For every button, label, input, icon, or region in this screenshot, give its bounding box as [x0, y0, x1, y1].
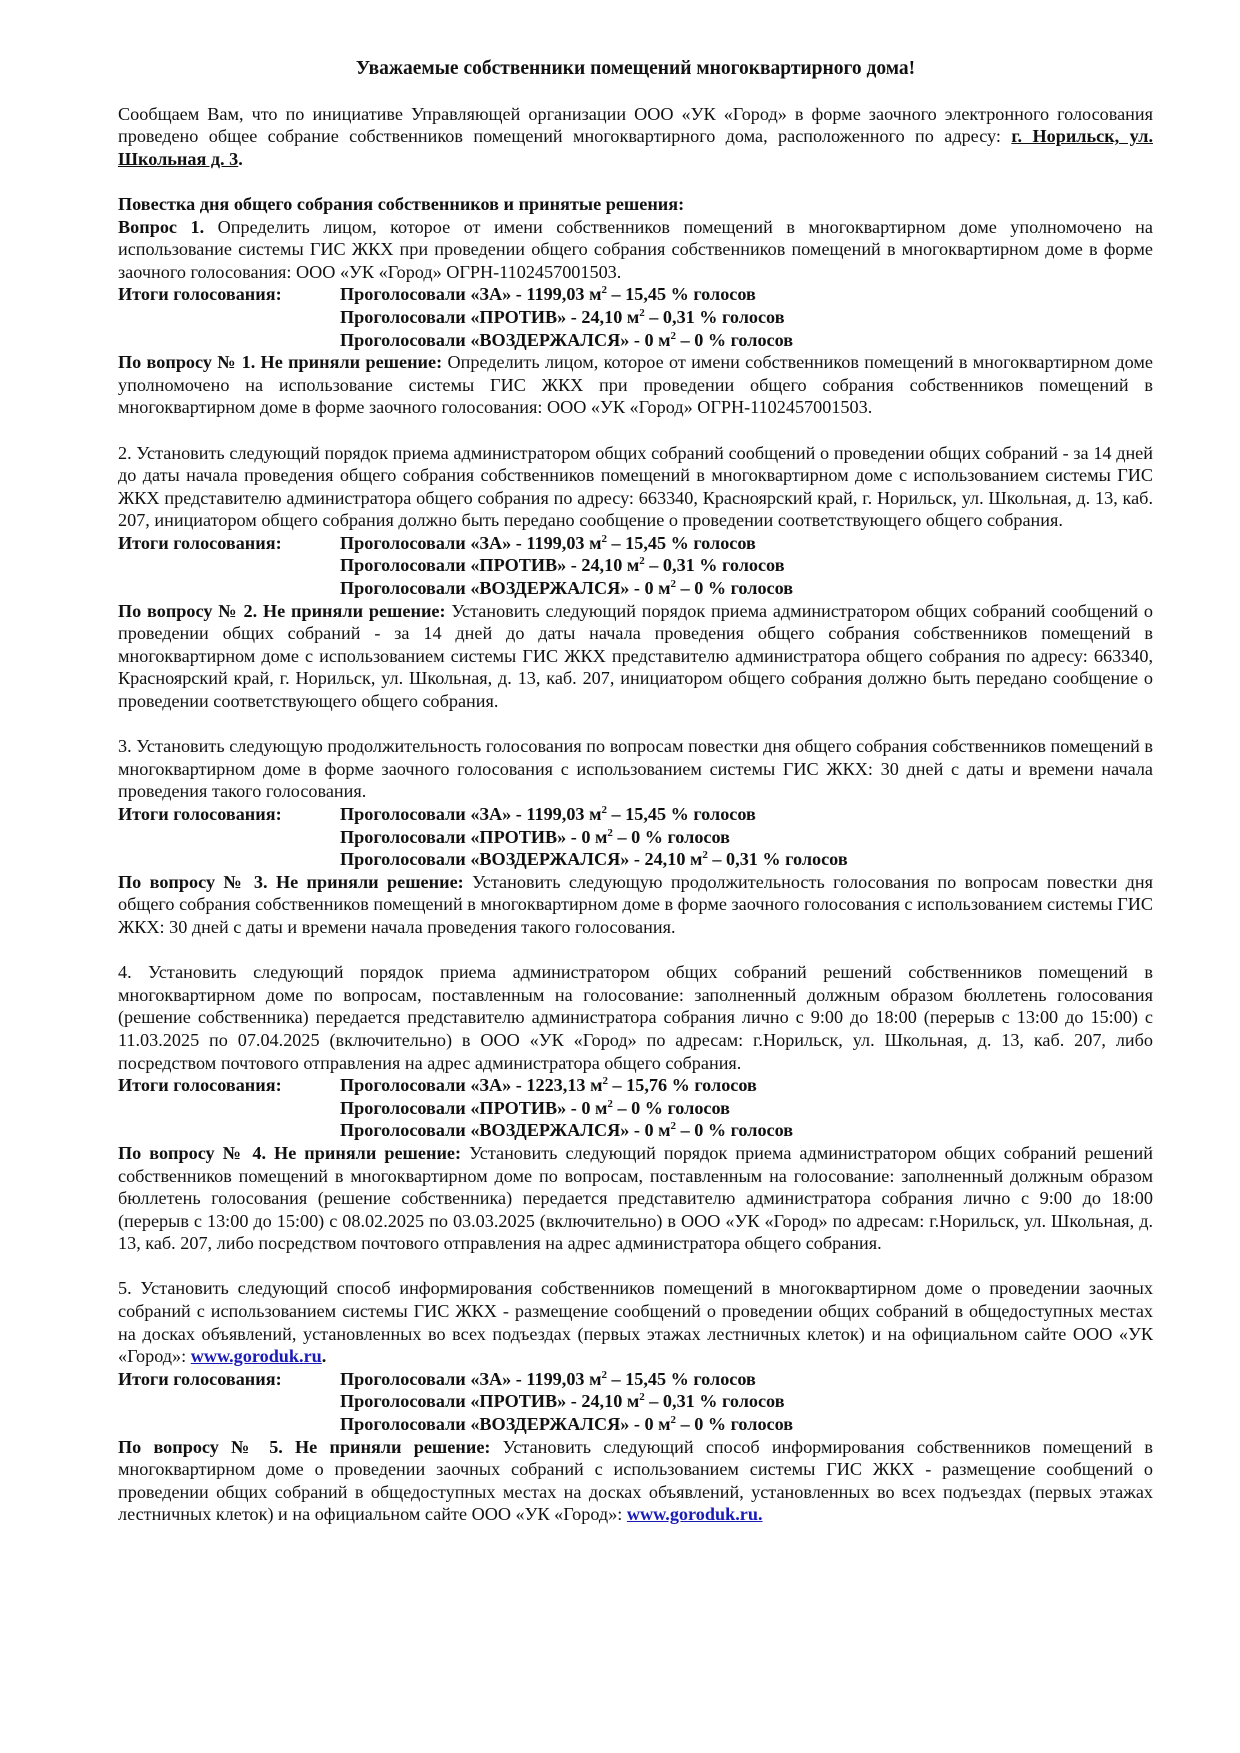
question-4-text: 4. Установить следующий порядок приема администратором общих собраний решений собственников помещений в многоквартирном доме по вопросам, поставленным на голосование: заполненный должным образом бюллетень голосования (решение собственника) передается представителю администратора собрания лично с 9:00 до 18:00 (перерыв с 13:00 до 15:00) с 11.03.2025 по 07.04.2025 (включительно) в ООО «УК «Город» по адресам: г.Норильск, ул. Школьная, д. 13, каб. 207, либо посредством почтового отправления на адрес администратора общего собрания.	[118, 962, 1153, 1073]
decision-text: Установить следующую продолжительность голосования по вопросам повестки дня общего собрания собственников помещений в многоквартирном доме в форме заочного голосования с использованием системы ГИС ЖКХ: 30 дней с даты и времени начала проведения такого голосования.	[118, 871, 1153, 937]
question-3-decision	[118, 871, 1153, 939]
question-5-decision	[118, 1436, 1153, 1526]
question-4-decision	[118, 1142, 1153, 1255]
question-1-decision	[118, 351, 1153, 419]
result-against: Проголосовали «ПРОТИВ» - 0 $м^2 - 0$ % голосов	[340, 1097, 730, 1118]
result-for: Итоги голосования: Проголосовали «ЗА» - 1199,03 $м^2 - 15,45$ % голосов	[118, 803, 756, 824]
results-label: Итоги голосования:	[118, 804, 282, 824]
question-5-body: 5. Установить следующий способ информирования собственников помещений в многоквартирном доме о проведении заочных собраний с использованием системы ГИС ЖКХ - размещение сообщений о проведении общих собраний в общедоступных местах на досках объявлений, установленных во всех подъездах (первых этажах лестничных клеток) и на официальном сайте ООО «УК «Город»:	[118, 1278, 1153, 1367]
decision-label: По вопросу № 3. Не приняли решение:	[118, 871, 464, 892]
question-4-results	[118, 1074, 1153, 1142]
result-for: Итоги голосования: Проголосовали «ЗА» - 1199,03 $м^2 - 15,45$ % голосов	[118, 532, 756, 553]
results-label: Итоги голосования:	[118, 284, 282, 305]
question-2-text: 2. Установить следующий порядок приема администратором общих собраний сообщений о проведении общих собраний - за 14 дней до даты начала проведения общего собрания собственников помещений в многоквартирном доме с использованием системы ГИС ЖКХ представителю администратора общего собрания по адресу: 663340, Красноярский край, г. Норильск, ул. Школьная, д. 13, каб. 207, инициатором общего собрания должно быть передано сообщение о проведении соответствующего общего собрания.	[118, 442, 1153, 531]
result-against: Проголосовали «ПРОТИВ» - 0 $м^2 - 0$ % голосов	[340, 826, 730, 847]
question-1-prefix: Вопрос 1.	[118, 216, 205, 237]
decision-text: Установить следующий способ информирования собственников помещений в многоквартирном доме о проведении заочных собраний с использованием системы ГИС ЖКХ - размещение сообщений о проведении общих собраний в общедоступных местах на досках объявлений, установленных во всех подъездах (первых этажах лестничных клеток) и на официальном сайте ООО «УК «Город»:	[118, 1436, 1153, 1525]
question-2-results	[118, 532, 1153, 600]
question-2-decision	[118, 600, 1153, 713]
result-for: Итоги голосования: Проголосовали «ЗА» - 1199,03 $м^2 - 15,45$ % голосов	[118, 284, 756, 305]
result-abstain: Проголосовали «ВОЗДЕРЖАЛСЯ» - 0 $м^2 - 0$ % голосов	[340, 578, 794, 599]
results-label: Итоги голосования:	[118, 532, 282, 553]
question-5-results	[118, 1368, 1153, 1436]
intro-end: .	[238, 148, 243, 169]
decision-label: По вопросу № 5. Не приняли решение:	[118, 1436, 491, 1457]
decision-text: Определить лицом, которое от имени собственников помещений в многоквартирном доме уполномочено на использование системы ГИС ЖКХ при проведении общего собрания собственников помещений в многоквартирном доме в форме заочного голосования: ООО «УК «Город» ОГРН-1102457001503.	[118, 352, 1153, 418]
results-label: Итоги голосования:	[118, 1368, 282, 1389]
decision-text: Установить следующий порядок приема администратором общих собраний сообщений о проведении общих собраний - за 14 дней до даты начала проведения общего собрания собственников помещений в многоквартирном доме с использованием системы ГИС ЖКХ представителю администратора общего собрания по адресу: 663340, Красноярский край, г. Норильск, ул. Школьная, д. 13, каб. 207, инициатором общего собрания должно быть передано сообщение о проведении соответствующего общего собрания.	[118, 600, 1153, 712]
question-1-text	[118, 216, 1153, 284]
website-link[interactable]: www.goroduk.ru	[190, 1346, 322, 1367]
intro-text: Сообщаем Вам, что по инициативе Управляющей организации ООО «УК «Город» в форме заочного электронного голосования проведено общее собрание собственников помещений многоквартирного дома, расположенного по адресу:	[118, 103, 1153, 147]
result-abstain: Проголосовали «ВОЗДЕРЖАЛСЯ» - 0 $м^2 - 0$ % голосов	[340, 1413, 794, 1435]
agenda-heading: Повестка дня общего собрания собственников и принятые решения:	[118, 193, 685, 214]
intro-paragraph	[118, 103, 1153, 171]
decision-label: По вопросу № 4. Не приняли решение:	[118, 1142, 462, 1163]
result-abstain: Проголосовали «ВОЗДЕРЖАЛСЯ» - 0 $м^2 - 0$ % голосов	[340, 1120, 794, 1141]
result-against: Проголосовали «ПРОТИВ» - 24,10 $м^2 - 0,31$ % голосов	[340, 1391, 785, 1412]
question-1-results	[118, 283, 1153, 351]
decision-label: По вопросу № 2. Не приняли решение:	[118, 600, 446, 621]
decision-text: Установить следующий порядок приема администратором общих собраний решений собственников помещений в многоквартирном доме по вопросам, поставленным на голосование: заполненный должным образом бюллетень голосования (решение собственника) передается представителю администратора собрания лично с 9:00 до 18:00 (перерыв с 13:00 до 15:00) с 08.02.2025 по 03.03.2025 (включительно) в ООО «УК «Город» по адресам: г.Норильск, ул. Школьная, д. 13, каб. 207, либо посредством почтового отправления на адрес администратора общего собрания.	[118, 1142, 1153, 1254]
intro-address: г. Норильск, ул. Школьная д. 3	[118, 126, 1153, 169]
results-label: Итоги голосования:	[118, 1075, 282, 1096]
result-abstain: Проголосовали «ВОЗДЕРЖАЛСЯ» - 24,10 $м^2 - 0,31$ % голосов	[340, 849, 848, 870]
question-3-results	[118, 803, 1153, 871]
document-title: Уважаемые собственники помещений многоквартирного дома!	[355, 58, 916, 79]
website-link[interactable]: www.goroduk.ru.	[626, 1504, 763, 1525]
decision-label: По вопросу № 1. Не приняли решение:	[118, 352, 443, 373]
result-for: Итоги голосования: Проголосовали «ЗА» - 1199,03 $м^2 - 15,45$ % голосов	[118, 1368, 756, 1389]
result-against: Проголосовали «ПРОТИВ» - 24,10 $м^2 - 0,31$ % голосов	[340, 306, 785, 327]
question-5-text: 5. Установить следующий способ информирования собственников помещений в многоквартирном доме о проведении заочных собраний с использованием системы ГИС ЖКХ - размещение сообщений о проведении общих собраний в общедоступных местах на досках объявлений, установленных во всех подъездах (первых этажах лестничных клеток) и на официальном сайте ООО «УК «Город»: www.goroduk.ru.	[118, 1278, 1153, 1367]
result-against: Проголосовали «ПРОТИВ» - 24,10 $м^2 - 0,31$ % голосов	[340, 555, 785, 576]
result-for: Итоги голосования: Проголосовали «ЗА» - 1223,13 $м^2 - 15,76$ % голосов	[118, 1075, 757, 1096]
document-body	[118, 58, 1153, 1526]
result-abstain: Проголосовали «ВОЗДЕРЖАЛСЯ» - 0 $м^2 - 0$ % голосов	[340, 329, 794, 350]
question-1-body: Определить лицом, которое от имени собственников помещений в многоквартирном доме уполномочено на использование системы ГИС ЖКХ при проведении общего собрания собственников помещений в многоквартирном доме в форме заочного голосования: ООО «УК «Город» ОГРН-1102457001503.	[118, 216, 1153, 282]
question-3-text: 3. Установить следующую продолжительность голосования по вопросам повестки дня общего собрания собственников помещений в многоквартирном доме в форме заочного голосования с использованием системы ГИС ЖКХ: 30 дней с даты и времени начала проведения такого голосования.	[118, 736, 1153, 802]
